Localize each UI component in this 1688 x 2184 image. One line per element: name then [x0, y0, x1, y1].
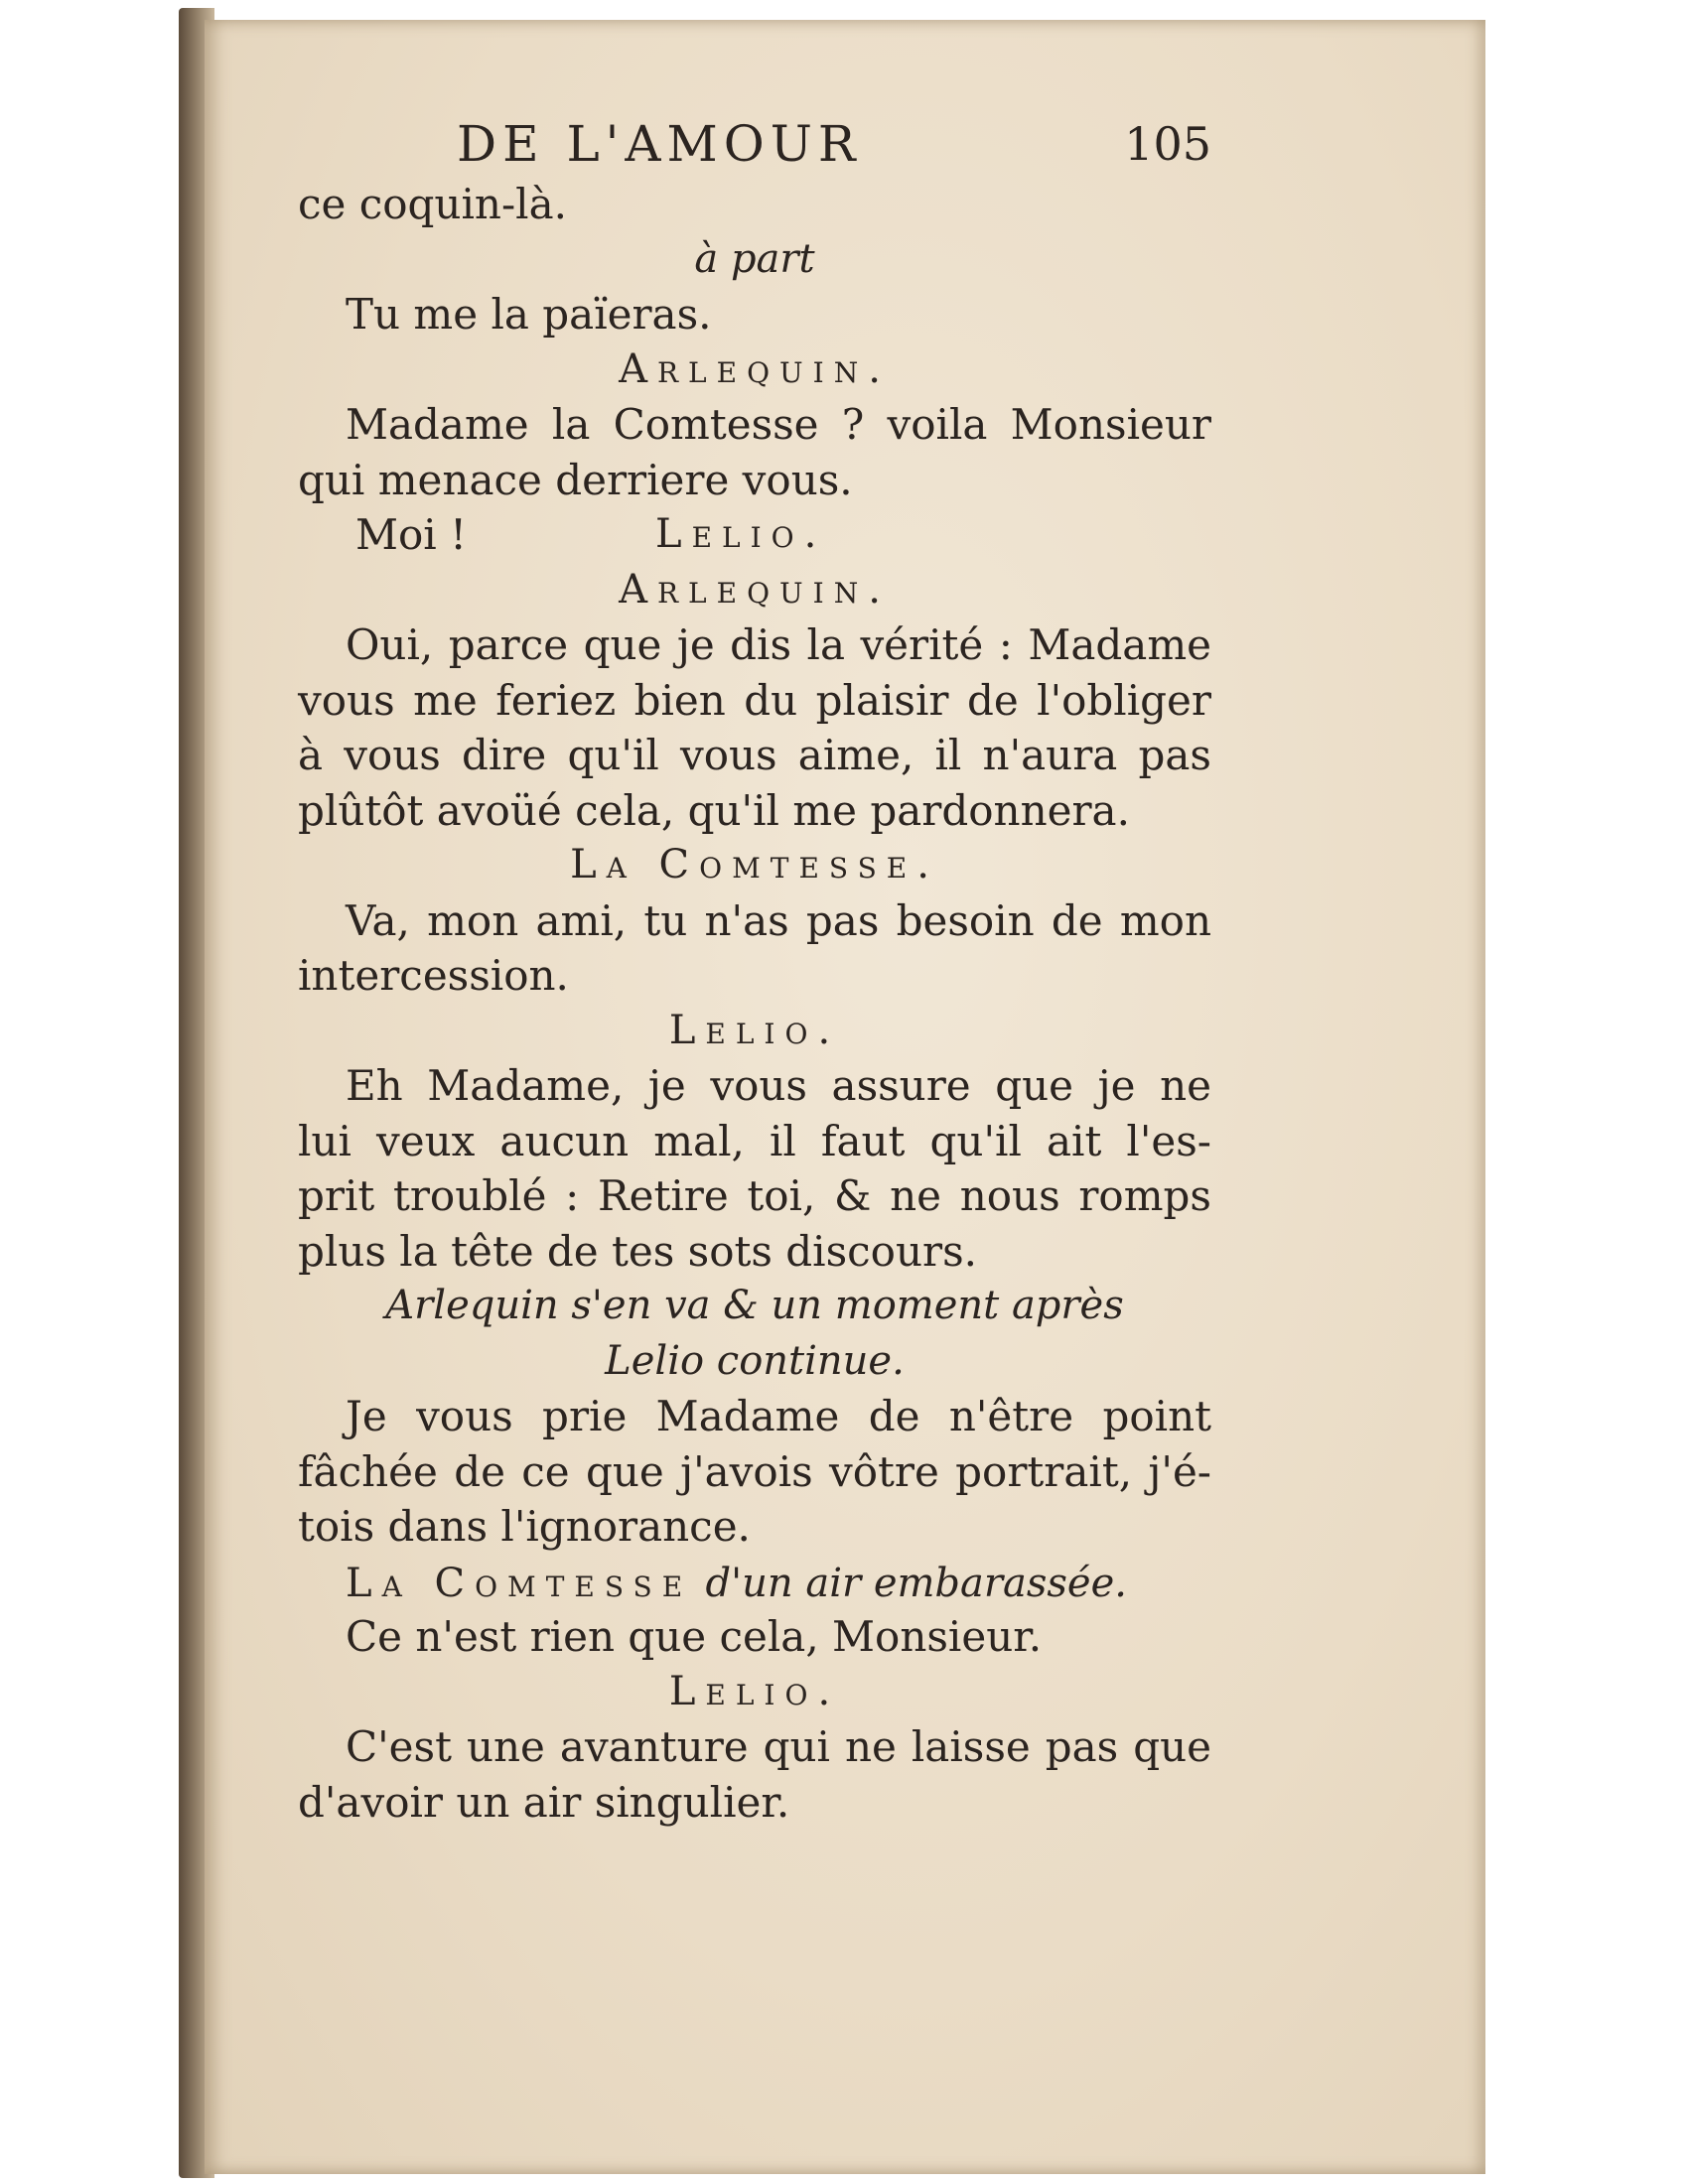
speaker-name: La Comtesse. [570, 842, 939, 887]
text-line: intercession. [298, 951, 569, 1000]
text-line: Va, mon ami, tu n'as pas besoin de mon [346, 895, 1211, 945]
text-line: Tu me la païeras. [346, 290, 712, 339]
text-line [298, 507, 1211, 563]
text-line: C'est une avanture qui ne laisse pas que [346, 1722, 1211, 1771]
page-number: 105 [1124, 117, 1211, 171]
speaker-name: Arlequin. [619, 345, 891, 392]
text-line: plûtôt avoüé cela, qu'il me pardonnera. [298, 785, 1130, 835]
text-line: plus la tête de tes sots discours. [298, 1226, 977, 1276]
text-line: vous me feriez bien du plaisir de l'obliger [298, 675, 1211, 725]
text-line: ce coquin-là. [298, 180, 567, 228]
text-line: tois dans l'ignorance. [298, 1502, 751, 1551]
stage-direction: Lelio continue. [605, 1337, 905, 1384]
text-line: fâchée de ce que j'avois vôtre portrait, j'é- [298, 1446, 1211, 1496]
speaker-name: Lelio. [655, 511, 827, 557]
text-line: prit troublé : Retire toi, & ne nous romps [298, 1171, 1211, 1220]
text-line: lui veux aucun mal, il faut qu'il ait l'es- [298, 1116, 1211, 1165]
text-line: Oui, parce que je dis la vérité : Madame [346, 620, 1211, 669]
text-line: Je vous prie Madame de n'être point [346, 1392, 1211, 1440]
reply-text: Moi ! [355, 510, 467, 559]
stage-direction: d'un air embarassée. [705, 1560, 1127, 1606]
text-line [298, 1555, 1211, 1610]
stage-direction: Arlequin s'en va & un moment après [385, 1283, 1124, 1328]
speaker-name: Lelio. [668, 1007, 841, 1053]
text-line: d'avoir un air singulier. [298, 1777, 790, 1827]
speaker-name: Lelio. [668, 1668, 841, 1714]
running-head [298, 111, 1211, 177]
text-line: à vous dire qu'il vous aime, il n'aura pas [298, 731, 1211, 779]
stage-direction: à part [694, 235, 815, 282]
page-text [298, 111, 1211, 1830]
text-line: qui menace derriere vous. [298, 455, 853, 504]
text-line: Ce n'est rien que cela, Monsieur. [346, 1612, 1043, 1661]
running-title: DE L'AMOUR [457, 115, 862, 173]
speaker-name: La Comtesse [346, 1560, 693, 1606]
text-line: Eh Madame, je vous assure que je ne [346, 1061, 1211, 1110]
text-line: Madame la Comtesse ? voila Monsieur [346, 400, 1211, 449]
speaker-name: Arlequin. [619, 566, 891, 613]
